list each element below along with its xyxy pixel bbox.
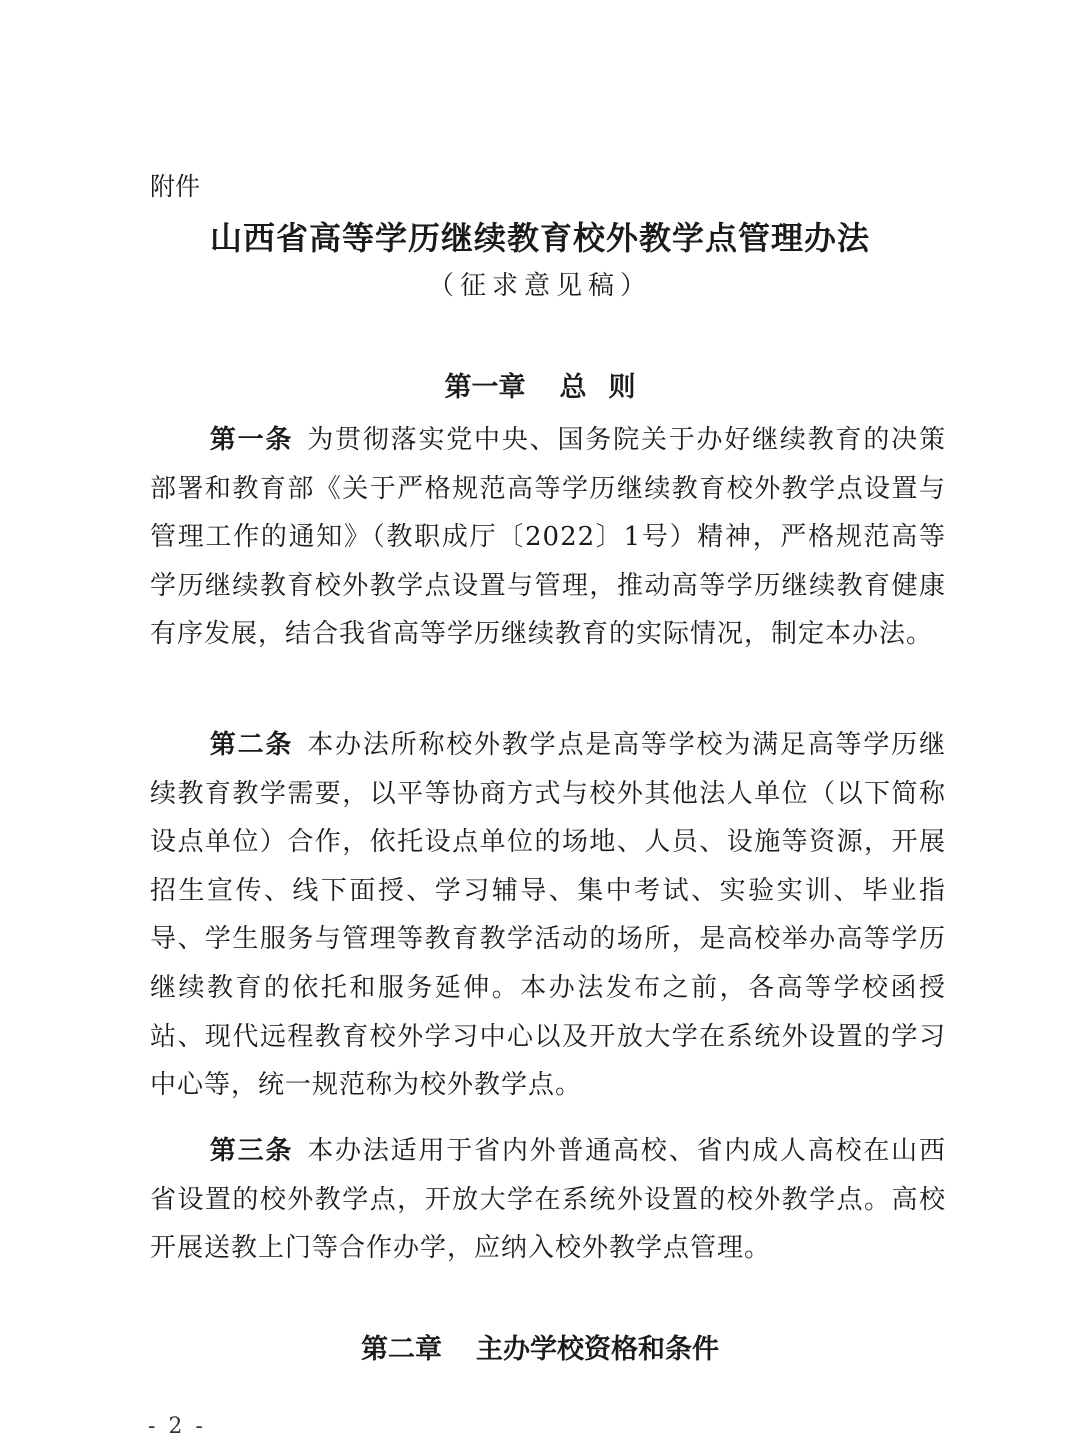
chapter-2-number: 第二章 bbox=[361, 1334, 442, 1365]
article-1-label: 第一条 bbox=[209, 425, 294, 455]
attachment-label: 附件 bbox=[150, 172, 201, 201]
article-2-text: 本办法所称校外教学点是高等学校为满足高等学历继续教育教学需要，以平等协商方式与校外其他法人单位（以下简称设点单位）合作，依托设点单位的场地、人员、设施等资源，开展招生宣传、线下面授、学习辅导、集中考试、实验实训、毕业指导、学生服务与管理等教育教学活动的场所，是高校举办高等学历继续教育的依托和服务延伸。本办法发布之前，各高等学校函授站、现代远程教育校外学习中心以及开放大学在系统外设置的学习中心等，统一规范称为校外教学点。 bbox=[150, 730, 946, 1101]
chapter-1-name-part2: 则 bbox=[608, 372, 636, 403]
article-3-text: 本办法适用于省内外普通高校、省内成人高校在山西省设置的校外教学点，开放大学在系统外设置的校外教学点。高校开展送教上门等合作办学，应纳入校外教学点管理。 bbox=[150, 1136, 946, 1264]
chapter-2-heading bbox=[0, 1330, 1080, 1370]
article-2 bbox=[150, 721, 946, 1110]
document-subtitle: （征求意见稿） bbox=[427, 271, 652, 301]
document-title: 山西省高等学历继续教育校外教学点管理办法 bbox=[209, 219, 870, 257]
chapter-1-name-part1: 总 bbox=[559, 372, 587, 403]
article-1-text: 为贯彻落实党中央、国务院关于办好继续教育的决策部署和教育部《关于严格规范高等学历继续教育校外教学点设置与管理工作的通知》（教职成厅〔2022〕1号）精神，严格规范高等学历继续教育校外教学点设置与管理，推动高等学历继续教育健康有序发展，结合我省高等学历继续教育的实际情况，制定本办法。 bbox=[150, 425, 946, 650]
chapter-1-number: 第一章 bbox=[444, 372, 526, 403]
page-number: - 2 - bbox=[148, 1414, 206, 1439]
article-1 bbox=[150, 416, 946, 659]
chapter-2-name: 主办学校资格和条件 bbox=[476, 1334, 719, 1365]
chapter-1-heading bbox=[0, 368, 1080, 408]
article-2-label: 第二条 bbox=[209, 730, 294, 760]
article-3 bbox=[150, 1127, 946, 1273]
article-3-label: 第三条 bbox=[209, 1136, 294, 1166]
